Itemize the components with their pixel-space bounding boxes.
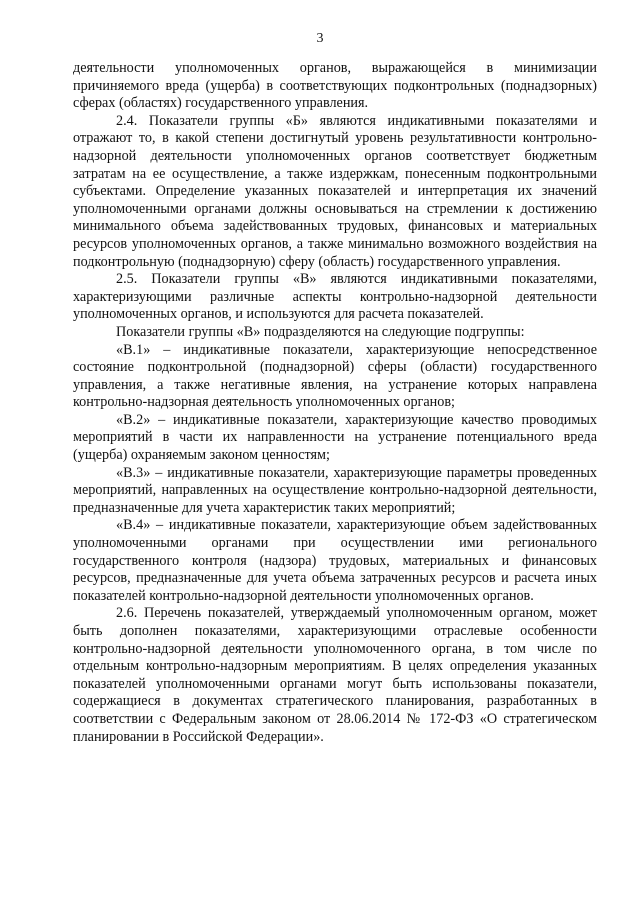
paragraph-continuation: деятельности уполномоченных органов, выражающейся в минимизации причиняемого вреда (ущерба) в соответствующих подконтрольных (поднадзорных) сферах (областях) государственного управления.	[73, 60, 597, 112]
paragraph-2-6: 2.6. Перечень показателей, утверждаемый уполномоченным органом, может быть дополнен показателями, характеризующими отраслевые особенности контрольно-надзорной деятельности уполномоченного органа, в том числе по отдельным контрольно-надзорным мероприятиям. В целях определения указанных показателей уполномоченными органами могут быть использованы показатели, содержащиеся в документах стратегического планирования, разработанных в соответствии с Федеральным законом от 28.06.2014 № 172-ФЗ «О стратегическом планировании в Российской Федерации».	[73, 605, 597, 745]
paragraph-v1: «В.1» – индикативные показатели, характеризующие непосредственное состояние подконтрольной (поднадзорной) сферы (области) государственного управления, а также негативные явления, на устранение которых направлена контрольно-надзорная деятельность уполномоченных органов;	[73, 341, 597, 411]
paragraph-subgroups-intro: Показатели группы «В» подразделяются на следующие подгруппы:	[116, 323, 525, 340]
paragraph-v3: «В.3» – индикативные показатели, характеризующие параметры проведенных мероприятий, направленных на осуществление контрольно-надзорной деятельности, предназначенные для учета характеристик таких мероприятий;	[73, 464, 597, 516]
paragraph-2-4: 2.4. Показатели группы «Б» являются индикативными показателями и отражают то, в какой степени достигнутый уровень результативности контрольно-надзорной деятельности уполномоченных органов соответствует бюджетным затратам на ее осуществление, а также издержкам, понесенным подконтрольными субъектами. Определение указанных показателей и интерпретация их значений уполномоченными органами должны основываться на стремлении к достижению минимального объема задействованных трудовых, финансовых и материальных ресурсов уполномоченных органов, а также минимально возможного воздействия на подконтрольную (поднадзорную) сферу (область) государственного управления.	[73, 112, 597, 270]
paragraph-v2: «В.2» – индикативные показатели, характеризующие качество проводимых мероприятий в части их направленности на устранение потенциального вреда (ущерба) охраняемым законом ценностям;	[73, 411, 597, 464]
document-body	[73, 60, 597, 746]
page-number: 3	[316, 31, 324, 46]
paragraph-2-5: 2.5. Показатели группы «В» являются индикативными показателями, характеризующими различные аспекты контрольно-надзорной деятельности уполномоченных органов, и используются для расчета показателей.	[73, 271, 597, 323]
paragraph-v4: «В.4» – индикативные показатели, характеризующие объем задействованных уполномоченными органами при осуществлении ими регионального государственного контроля (надзора) трудовых, материальных и финансовых ресурсов, предназначенные для учета объема затраченных ресурсов и расчета иных показателей контрольно-надзорной деятельности уполномоченных органов.	[73, 517, 597, 604]
